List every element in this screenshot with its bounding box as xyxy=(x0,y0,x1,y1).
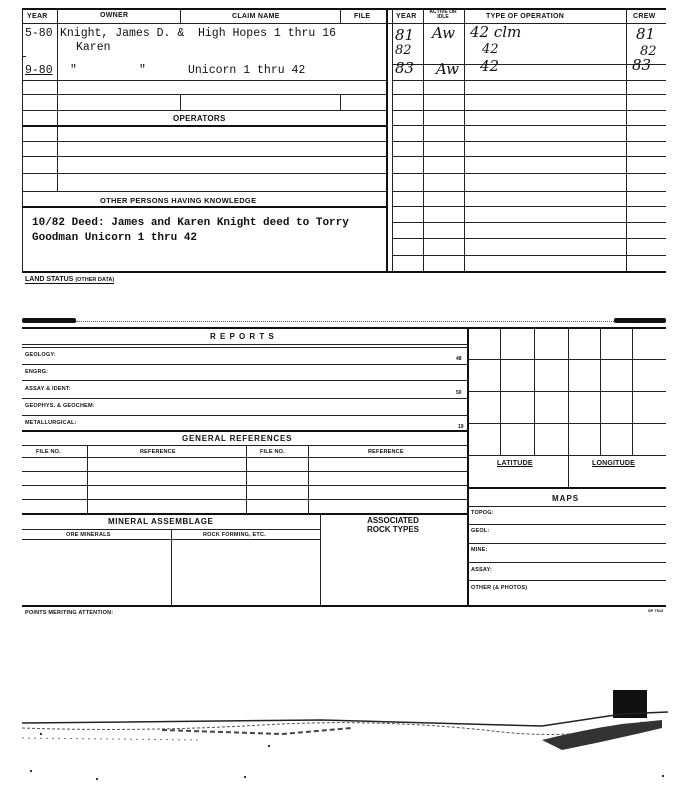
report-engrg-label: ENGRG: xyxy=(25,369,49,375)
associated-text: ASSOCIATED xyxy=(367,516,419,525)
header-year-2: YEAR xyxy=(396,13,417,20)
land-status-sub: (OTHER DATA) xyxy=(75,277,115,283)
points-meriting-label: POINTS MERITING ATTENTION: xyxy=(25,610,114,616)
maps-mine: MINE: xyxy=(471,547,488,553)
land-status-label xyxy=(25,276,114,284)
claim-row-1-year: 5-80 xyxy=(25,27,53,40)
reports-label: R E P O R T S xyxy=(210,332,275,341)
operators-label: OPERATORS xyxy=(173,114,226,123)
ref-header-file-1: FILE NO. xyxy=(36,449,61,455)
operation-row-3-status: Aw xyxy=(436,60,459,78)
claim-row-3-year: 9-80 xyxy=(25,64,53,77)
ref-header-reference-1: REFERENCE xyxy=(140,449,176,455)
operation-row-1-type: 42 clm xyxy=(470,23,522,41)
other-persons-line-2: Goodman Unicorn 1 thru 42 xyxy=(32,232,198,244)
report-geology-num: 48 xyxy=(456,356,462,362)
latitude-label: LATITUDE xyxy=(497,460,533,467)
ore-minerals-label: ORE MINERALS xyxy=(66,532,111,538)
other-persons-line-1: 10/82 Deed: James and Karen Knight deed to Torry xyxy=(32,217,349,229)
header-crew: CREW xyxy=(633,13,656,20)
ref-header-file-2: FILE NO. xyxy=(260,449,285,455)
header-claim-name: CLAIM NAME xyxy=(232,13,280,20)
header-active-idle: ACTIVE OR IDLE xyxy=(429,9,457,20)
maps-label: MAPS xyxy=(552,494,580,503)
report-geology-label: GEOLOGY: xyxy=(25,352,56,358)
header-file: FILE xyxy=(354,13,371,20)
operation-row-1-year: 81 xyxy=(395,26,415,44)
operation-row-3-crew: 83 xyxy=(632,56,652,74)
header-year: YEAR xyxy=(27,13,48,20)
other-persons-label: OTHER PERSONS HAVING KNOWLEDGE xyxy=(100,196,257,205)
ref-header-reference-2: REFERENCE xyxy=(368,449,404,455)
form-code: SP 7513 xyxy=(648,608,664,613)
operation-row-1-status: Aw xyxy=(432,24,455,42)
report-geophys-label: GEOPHYS. & GEOCHEM: xyxy=(25,403,95,409)
rock-types-text: ROCK TYPES xyxy=(366,525,419,534)
maps-topog: TOPOG: xyxy=(471,510,494,516)
claim-row-3-name: Unicorn 1 thru 42 xyxy=(188,64,306,77)
rock-forming-label: ROCK FORMING, ETC. xyxy=(203,532,266,538)
associated-rock-label xyxy=(338,516,448,534)
report-metallurgical-num: 19 xyxy=(458,424,464,430)
claim-row-3-owner: " " xyxy=(70,64,146,77)
header-type-operation: TYPE OF OPERATION xyxy=(486,13,565,20)
longitude-label: LONGITUDE xyxy=(592,460,636,467)
maps-other: OTHER (& PHOTOS) xyxy=(471,585,528,591)
land-status-text: LAND STATUS xyxy=(25,276,74,283)
operation-row-1-crew: 81 xyxy=(636,25,656,43)
report-assay-num: 50 xyxy=(456,390,462,396)
operation-row-2-year: 82 xyxy=(395,43,412,58)
mineral-assemblage-label: MINERAL ASSEMBLAGE xyxy=(108,517,214,526)
operation-row-3-year: 83 xyxy=(395,59,415,77)
operation-row-2-crew: 82 xyxy=(640,44,657,59)
scan-noise-band xyxy=(22,710,668,770)
general-references-label: GENERAL REFERENCES xyxy=(182,434,293,443)
maps-geol: GEOL: xyxy=(471,528,490,534)
operation-row-3-type: 42 xyxy=(480,57,500,75)
report-assay-label: ASSAY & IDENT: xyxy=(25,386,71,392)
claim-row-2-owner: Karen xyxy=(76,41,111,54)
maps-assay: ASSAY: xyxy=(471,567,493,573)
report-metallurgical-label: METALLURGICAL: xyxy=(25,420,77,426)
operation-row-2-type: 42 xyxy=(482,42,499,57)
claim-row-1-owner: Knight, James D. & xyxy=(60,27,185,40)
claim-row-1-name: High Hopes 1 thru 16 xyxy=(198,27,337,40)
header-owner: OWNER xyxy=(100,12,129,19)
